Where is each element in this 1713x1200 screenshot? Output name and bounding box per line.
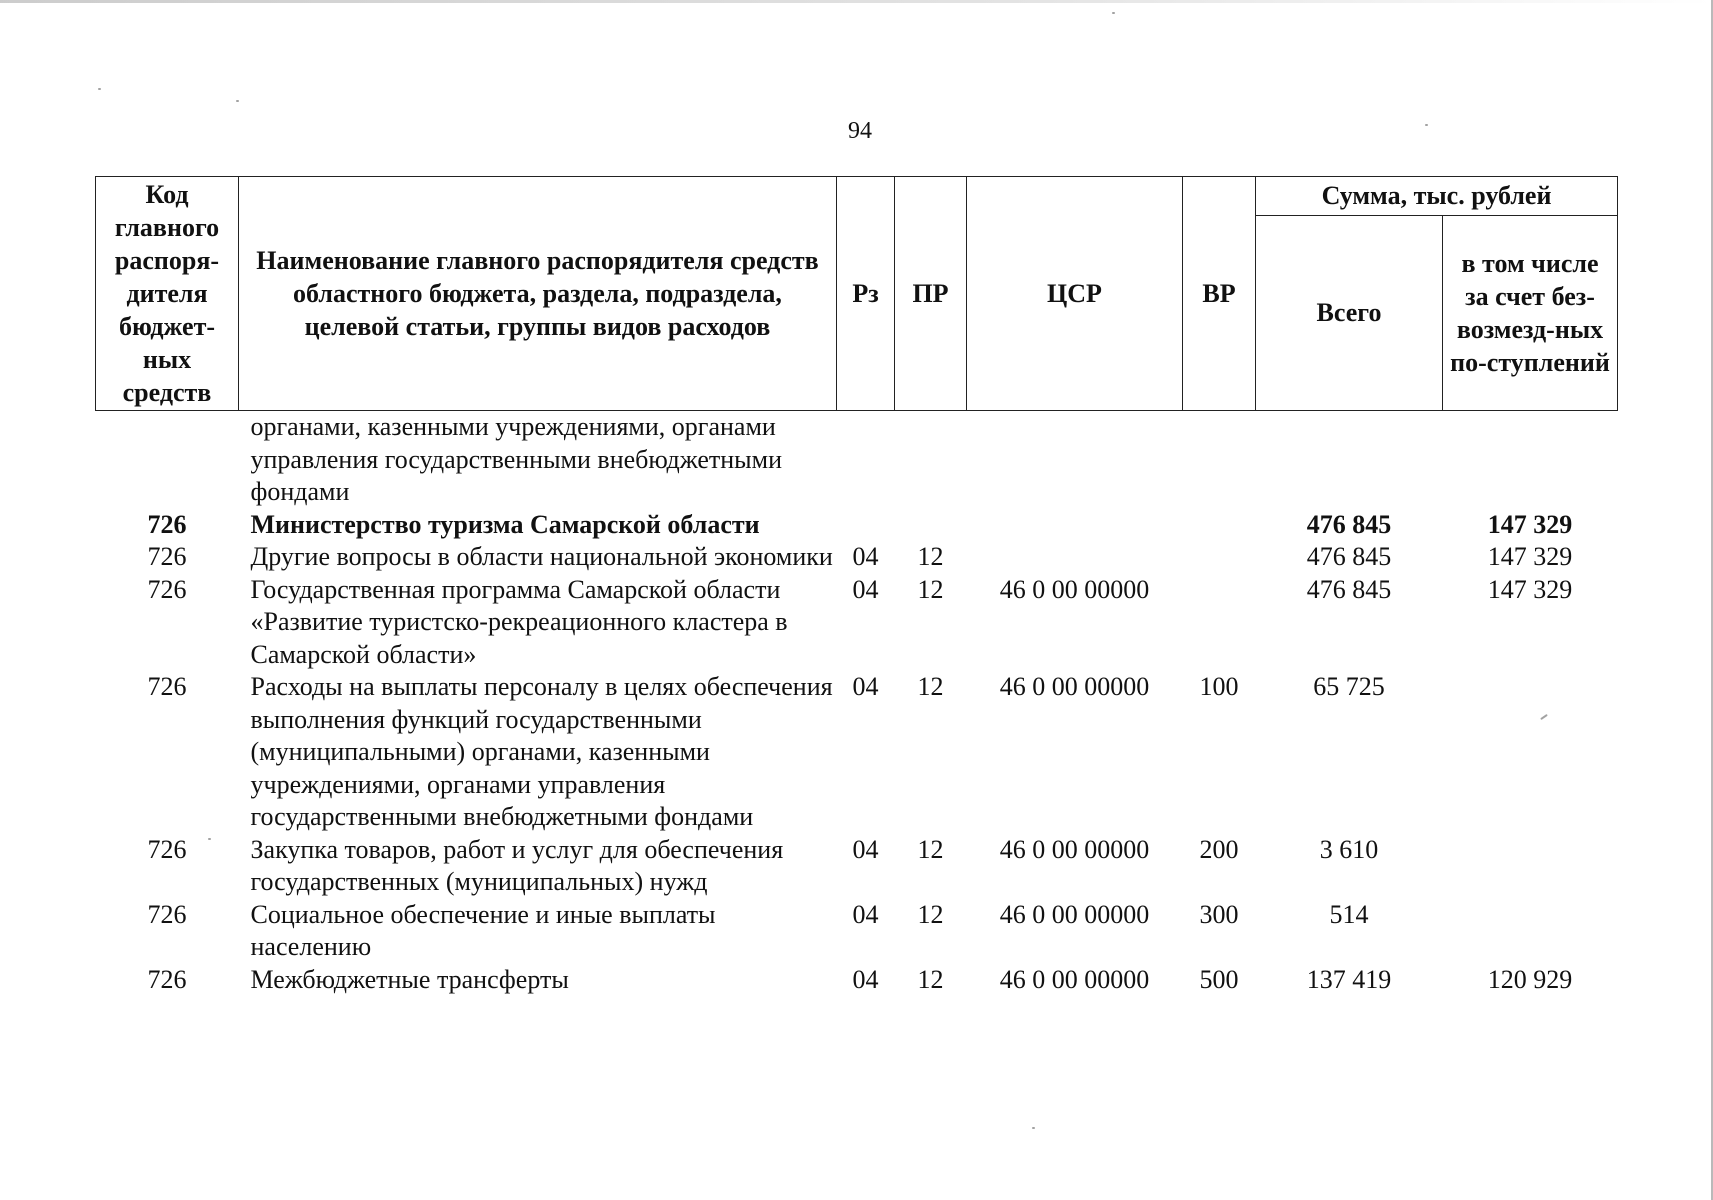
scan-speck xyxy=(1112,12,1115,14)
cell-rz: 04 xyxy=(852,574,879,604)
cell-code: 726 xyxy=(147,834,187,864)
cell-csr: 46 0 00 00000 xyxy=(999,834,1150,864)
scan-speck xyxy=(1032,1127,1035,1129)
cell-grant: 147 329 xyxy=(1487,509,1573,539)
table-row xyxy=(96,509,1618,542)
cell-total: 137 419 xyxy=(1306,964,1392,994)
cell-rz: 04 xyxy=(852,834,879,864)
cell-vr xyxy=(1183,509,1256,542)
header-rz: Рз xyxy=(837,177,895,411)
cell-rz: 04 xyxy=(852,899,879,929)
cell-code: 726 xyxy=(147,964,187,994)
table-row xyxy=(96,671,1618,834)
cell-total: 476 845 xyxy=(1306,542,1392,571)
cell-vr xyxy=(1183,411,1256,509)
cell-name: Закупка товаров, работ и услуг для обеспечения государственных (муниципальных) нужд xyxy=(250,834,784,896)
header-total: Всего xyxy=(1256,216,1443,411)
header-grant: в том числе за счет без-возмезд-ных по-ступлений xyxy=(1443,216,1618,411)
cell-csr: 46 0 00 00000 xyxy=(999,574,1150,604)
cell-pr xyxy=(895,411,967,509)
cell-grant: 147 329 xyxy=(1487,574,1573,604)
cell-csr xyxy=(967,509,1183,542)
cell-rz xyxy=(837,411,895,509)
scan-edge-top xyxy=(0,0,1713,3)
cell-csr xyxy=(967,541,1183,574)
table-header xyxy=(96,177,1618,411)
cell-vr xyxy=(1183,541,1256,574)
cell-code: 726 xyxy=(147,542,187,571)
cell-pr: 12 xyxy=(917,834,944,864)
scan-speck xyxy=(236,100,239,102)
cell-name: Государственная программа Самарской области «Развитие туристско-рекреационного кластера в Самарской области» xyxy=(250,574,788,669)
cell-name: Расходы на выплаты персоналу в целях обеспечения выполнения функций государственными (муниципальными) органами, казенными учреждениями, органами управления государственными внебюджетными фондами xyxy=(250,672,833,831)
cell-rz: 04 xyxy=(852,964,879,994)
cell-csr: 46 0 00 00000 xyxy=(999,964,1150,994)
cell-name: Социальное обеспечение и иные выплаты населению xyxy=(250,899,716,961)
header-vr: ВР xyxy=(1183,177,1256,411)
table-row xyxy=(96,964,1618,997)
cell-name: органами, казенными учреждениями, органами управления государственными внебюджетными фондами xyxy=(250,412,782,506)
cell-name: Министерство туризма Самарской области xyxy=(250,509,760,539)
header-sum-group: Сумма, тыс. рублей xyxy=(1256,177,1618,216)
cell-code: 726 xyxy=(147,574,187,604)
cell-code: 726 xyxy=(147,672,187,701)
cell-grant xyxy=(1443,834,1618,899)
cell-pr: 12 xyxy=(917,964,944,994)
cell-vr xyxy=(1183,574,1256,672)
header-pr: ПР xyxy=(895,177,967,411)
cell-grant: 120 929 xyxy=(1487,964,1573,994)
cell-rz: 04 xyxy=(852,672,879,701)
cell-grant xyxy=(1443,411,1618,509)
cell-pr: 12 xyxy=(917,574,944,604)
cell-total: 65 725 xyxy=(1313,672,1385,701)
cell-grant xyxy=(1443,671,1618,834)
cell-rz: 04 xyxy=(852,542,879,571)
scan-speck xyxy=(98,88,101,90)
cell-total: 3 610 xyxy=(1319,834,1379,864)
cell-csr: 46 0 00 00000 xyxy=(999,899,1150,929)
cell-vr: 300 xyxy=(1199,899,1239,929)
cell-code: 726 xyxy=(147,899,187,929)
cell-vr: 100 xyxy=(1199,672,1239,701)
table-row xyxy=(96,541,1618,574)
table-row xyxy=(96,899,1618,964)
cell-name: Другие вопросы в области национальной экономики xyxy=(250,542,833,571)
budget-table xyxy=(95,176,1618,996)
cell-vr: 500 xyxy=(1199,964,1239,994)
table-row xyxy=(96,574,1618,672)
table-row xyxy=(96,411,1618,509)
cell-csr xyxy=(967,411,1183,509)
cell-pr: 12 xyxy=(917,899,944,929)
cell-code xyxy=(96,411,239,509)
page-number: 94 xyxy=(848,118,872,144)
scan-speck xyxy=(1425,124,1428,126)
cell-total xyxy=(1256,411,1443,509)
cell-pr xyxy=(895,509,967,542)
cell-total: 476 845 xyxy=(1306,509,1392,539)
cell-vr: 200 xyxy=(1199,834,1239,864)
header-code: Код главного распоря-дителя бюджет-ных средств xyxy=(96,177,239,411)
cell-name: Межбюджетные трансферты xyxy=(250,964,569,994)
cell-pr: 12 xyxy=(917,542,944,571)
cell-total: 514 xyxy=(1329,899,1369,929)
cell-grant: 147 329 xyxy=(1487,542,1573,571)
table-row xyxy=(96,834,1618,899)
cell-rz xyxy=(837,509,895,542)
cell-total: 476 845 xyxy=(1306,574,1392,604)
header-csr: ЦСР xyxy=(967,177,1183,411)
header-name: Наименование главного распорядителя средств областного бюджета, раздела, подраздела, целевой статьи, группы видов расходов xyxy=(239,177,837,411)
table-body xyxy=(96,411,1618,997)
cell-grant xyxy=(1443,899,1618,964)
cell-csr: 46 0 00 00000 xyxy=(999,672,1150,701)
cell-pr: 12 xyxy=(917,672,944,701)
cell-code: 726 xyxy=(147,509,187,539)
